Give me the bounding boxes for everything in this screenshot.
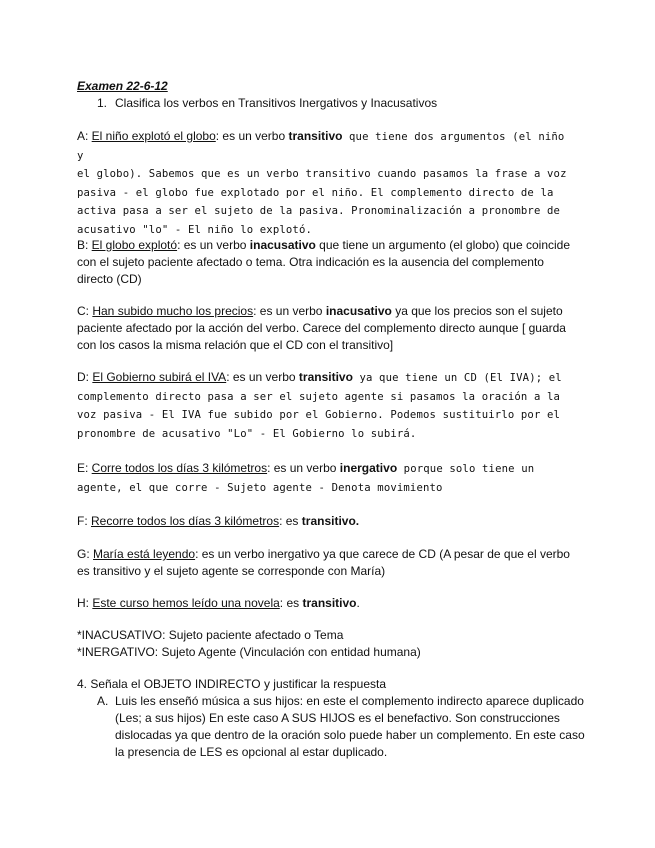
answer-e-mono-2: agente, el que corre - Sujeto agente - Denota movimiento <box>77 481 443 494</box>
answer-c-text: : es un verbo <box>253 304 326 318</box>
answer-a <box>77 128 577 240</box>
answer-d-mono-2: complemento directo pasa a ser el sujeto agente si pasamos la oración a la <box>77 390 561 403</box>
answer-d-keyword: transitivo <box>298 370 353 384</box>
answer-g <box>77 546 577 580</box>
answer-g-sentence: María está leyendo <box>93 547 196 561</box>
answer-e-keyword: inergativo <box>339 461 398 475</box>
answer-b-sentence: El globo explotó <box>91 238 178 252</box>
answer-h-text: : es <box>279 596 303 610</box>
answer-d <box>77 369 577 443</box>
question-4-a-label: A. <box>97 694 109 708</box>
answer-h-end: . <box>356 596 360 610</box>
answer-e-sentence: Corre todos los días 3 kilómetros <box>91 461 268 475</box>
answer-a-mono-5: acusativo "lo" - El niño lo explotó. <box>77 223 313 236</box>
answer-f <box>77 513 577 530</box>
answer-b-label: B: <box>77 238 92 252</box>
answer-b-text: : es un verbo <box>177 238 250 252</box>
answer-e-label: E: <box>77 461 92 475</box>
note-inacusativo: *INACUSATIVO: Sujeto paciente afectado o Tema <box>77 628 344 642</box>
answer-c <box>77 303 577 354</box>
answer-e <box>77 460 577 497</box>
answer-d-sentence: El Gobierno subirá el IVA <box>92 370 227 384</box>
question-1-number: 1. <box>97 96 108 110</box>
answer-a-text: : es un verbo <box>215 129 289 143</box>
answer-a-mono-2: el globo). Sabemos que es un verbo transitivo cuando pasamos la frase a voz <box>77 168 567 181</box>
answer-c-keyword: inacusativo <box>325 304 392 318</box>
answer-c-sentence: Han subido mucho los precios <box>92 304 254 318</box>
answer-c-label: C: <box>77 304 93 318</box>
answer-d-mono-4: pronombre de acusativo "Lo" - El Gobierno lo subirá. <box>77 427 417 440</box>
answer-f-sentence: Recorre todos los días 3 kilómetros <box>91 514 280 528</box>
answer-h-sentence: Este curso hemos leído una novela <box>92 596 280 610</box>
answer-g-label: G: <box>77 547 94 561</box>
answer-a-mono-1: que tiene dos argumentos (el niño y <box>77 131 565 162</box>
question-4-a-text: Luis les enseñó música a sus hijos: en este el complemento indirecto aparece duplicado (Les; a sus hijos) En este caso A SUS HIJOS es el benefactivo. Son construcciones dislocadas ya que dentro de la oración solo puede haber un complemento. En este caso la presencia de LES es opcional al estar duplicado. <box>115 694 585 759</box>
answer-f-label: F: <box>77 514 91 528</box>
answer-e-mono-1: porque solo tiene un <box>397 463 535 475</box>
answer-e-text: : es un verbo <box>267 461 340 475</box>
answer-b <box>77 237 577 288</box>
answer-c-rest: ya que los precios son el sujeto paciente afectado por la acción del verbo. Carece del complemento directo aunque [ guarda con los casos la misma relación que el CD con el transitivo] <box>77 304 566 352</box>
answer-b-rest: que tiene un argumento (el globo) que coincide con el sujeto paciente afectado o tema. Otra indicación es la ausencia del complemento directo (CD) <box>77 238 571 286</box>
answer-h-label: H: <box>77 596 93 610</box>
answer-d-text: : es un verbo <box>226 370 299 384</box>
answer-a-keyword: transitivo <box>288 129 343 143</box>
note-inergativo: *INERGATIVO: Sujeto Agente (Vinculación con entidad humana) <box>77 645 421 659</box>
question-1-text: Clasifica los verbos en Transitivos Inergativos y Inacusativos <box>115 96 438 110</box>
answer-g-rest: : es un verbo inergativo ya que carece de CD (A pesar de que el verbo es transitivo y el sujeto agente se corresponde con María) <box>77 547 570 578</box>
answer-d-mono-1: ya que tiene un CD (El IVA); el <box>352 372 562 384</box>
answer-a-sentence: El niño explotó el globo <box>91 129 216 143</box>
answer-h <box>77 595 577 612</box>
exam-title: Examen 22-6-12 <box>77 79 168 93</box>
answer-d-label: D: <box>77 370 93 384</box>
answer-d-mono-3: voz pasiva - El IVA fue subido por el Gobierno. Podemos sustituirlo por el <box>77 409 561 422</box>
answer-b-keyword: inacusativo <box>249 238 316 252</box>
answer-a-label: A: <box>77 129 92 143</box>
answer-a-mono-3: pasiva - el globo fue explotado por el niño. El complemento directo de la <box>77 186 554 199</box>
answer-h-keyword: transitivo <box>302 596 357 610</box>
answer-f-keyword: transitivo. <box>301 514 360 528</box>
answer-a-mono-4: activa pasa a ser el sujeto de la pasiva. Pronominalización a pronombre de <box>77 205 561 218</box>
question-4-text: 4. Señala el OBJETO INDIRECTO y justificar la respuesta <box>77 677 387 691</box>
answer-f-text: : es <box>279 514 302 528</box>
